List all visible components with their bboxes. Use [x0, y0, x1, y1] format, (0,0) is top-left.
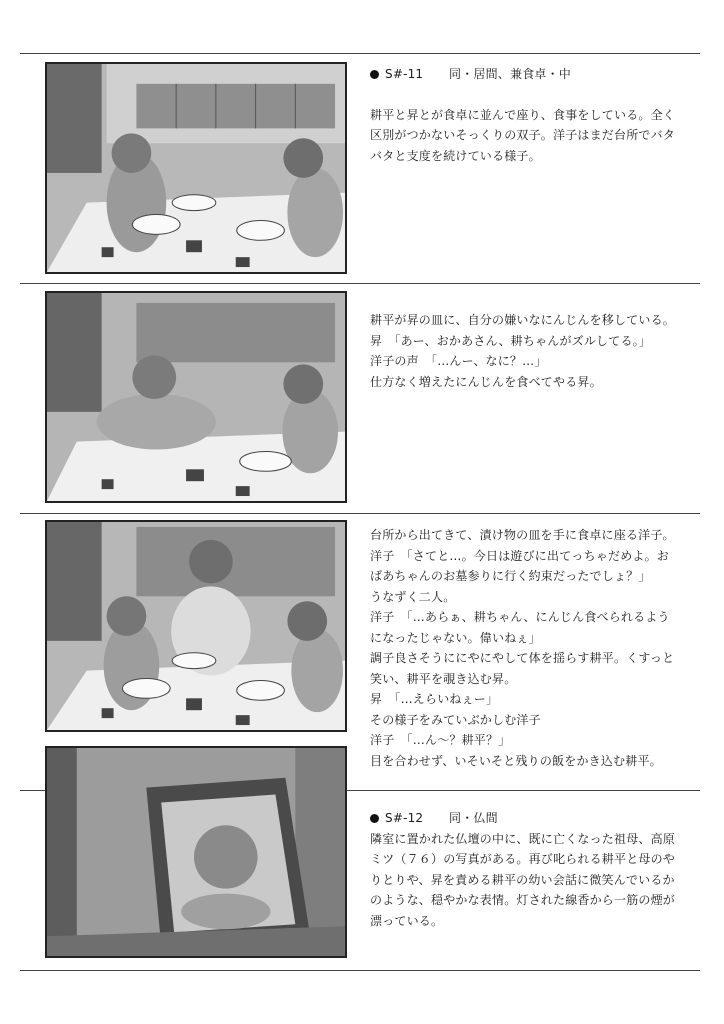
script-line: 洋子の声 「…んー、なに？…」 [370, 354, 547, 368]
script-line: うなずく二人。 [370, 589, 456, 604]
mother-at-table-sketch [47, 522, 345, 730]
bullet-icon [370, 70, 379, 79]
divider-2 [20, 513, 700, 514]
storyboard-panel-2-image [45, 291, 347, 503]
altar-photo-sketch [47, 748, 345, 956]
scene-heading [370, 808, 675, 829]
script-line: のような、穏やかな表情。灯された線香から一筋の煙が [370, 893, 676, 907]
storyboard-panel-1-image [45, 62, 347, 274]
script-line: 洋子 「…ん～？耕平？」 [370, 733, 511, 747]
script-line: 区別がつかないそっくりの双子。洋子はまだ台所でバタ [370, 128, 676, 142]
script-line: 洋子 「…あらぁ、耕ちゃん、にんじん食べられるよう [370, 610, 670, 624]
script-line: 昇 「…えらいねぇー」 [370, 692, 499, 706]
scene-location: 同・居間、兼食卓・中 [449, 67, 572, 81]
divider-top [20, 53, 700, 54]
bullet-icon [370, 814, 379, 823]
scene-location: 同・仏間 [449, 811, 498, 825]
script-line: その様子をみていぶかしむ洋子 [370, 712, 541, 727]
script-line: 笑い、耕平を覗き込む昇。 [370, 671, 517, 686]
script-line: 耕平と昇とが食卓に並んで座り、食事をしている。全く [370, 107, 676, 122]
scene-3-text [370, 525, 675, 771]
scene-4-text [370, 808, 675, 931]
script-line: 調子良さそうににやにやして体を揺らす耕平。くすっと [370, 651, 675, 665]
scene-1-text [370, 64, 675, 166]
script-line: 仕方なく増えたにんじんを食べてやる昇。 [370, 374, 602, 389]
script-line: 目を合わせず、いそいそと残りの飯をかき込む耕平。 [370, 753, 662, 768]
script-line: になったじゃない。偉いねぇ」 [370, 630, 541, 645]
script-line: りとりや、昇を責める耕平の幼い会話に微笑んでいるか [370, 872, 675, 887]
divider-1 [20, 283, 700, 284]
carrot-swap-sketch [47, 293, 345, 501]
scene-number: S#-11 [385, 67, 424, 81]
scene-heading [370, 64, 675, 85]
script-line: ミツ（７６）の写真がある。再び叱られる耕平と母のや [370, 852, 676, 866]
scene-number: S#-12 [385, 811, 424, 825]
script-line: 昇 「あー、おかあさん、耕ちゃんがズルしてる。」 [370, 333, 652, 348]
script-line: 耕平が昇の皿に、自分の嫌いなにんじんを移している。 [370, 313, 676, 327]
script-line: 隣室に置かれた仏壇の中に、既に亡くなった祖母、高原 [370, 831, 676, 846]
script-line: ばあちゃんのお墓参りに行く約束だったでしょ？」 [370, 569, 651, 583]
storyboard-panel-3-image [45, 520, 347, 732]
storyboard-panel-4-image [45, 746, 347, 958]
script-line: 台所から出てきて、漬け物の皿を手に食卓に座る洋子。 [370, 528, 675, 542]
scene-2-text [370, 310, 675, 392]
script-line: 洋子 「さてと…。今日は遊びに出てっちゃだめよ。お [370, 548, 670, 563]
dining-table-sketch [47, 64, 345, 272]
script-line: 漂っている。 [370, 913, 444, 928]
script-line: バタと支度を続けている様子。 [370, 148, 541, 163]
divider-bottom [20, 970, 700, 971]
